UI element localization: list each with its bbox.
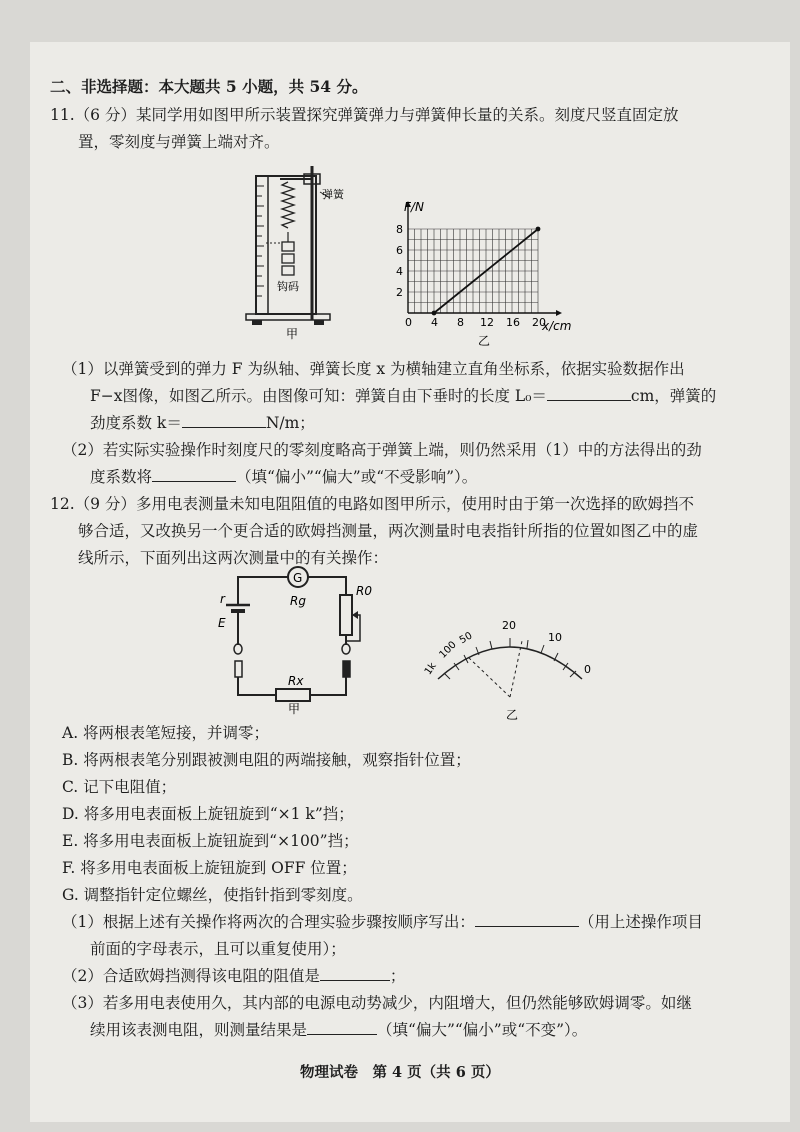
- r0-label: R0: [356, 584, 372, 598]
- series-point: [536, 227, 541, 232]
- f-x-graph: [378, 195, 590, 348]
- x-tick-label: 0: [405, 316, 412, 329]
- y-tick-label: 8: [396, 223, 403, 236]
- x-tick-label: 4: [431, 316, 438, 329]
- pointer-reading-2: [510, 641, 522, 697]
- weight-3: [282, 266, 294, 275]
- galvanometer-label: G: [293, 571, 303, 585]
- answer-blank-resistance[interactable]: [320, 966, 390, 981]
- ruler-scale: [256, 176, 268, 314]
- rheostat-r0: [340, 595, 352, 635]
- x-tick-label: 12: [480, 316, 494, 329]
- rg-label: Rg: [290, 594, 306, 608]
- x-tick-label: 20: [532, 316, 546, 329]
- ruler-frame: [256, 176, 316, 314]
- terminal-left: [234, 644, 242, 654]
- wire-top-left: [238, 577, 288, 595]
- x-axis-arrow: [556, 310, 562, 316]
- probe-left[interactable]: [235, 661, 242, 677]
- probe-right[interactable]: [343, 661, 350, 677]
- dial-label-1k: 1k: [422, 660, 439, 678]
- option-a: A. 将两根表笔短接，并调零；: [62, 724, 270, 742]
- y-tick-label: 6: [396, 244, 403, 257]
- y-axis-label: F/N: [404, 200, 424, 214]
- option-f: F. 将多用电表面板上旋钮旋到 OFF 位置；: [62, 859, 357, 877]
- q11-part1-line3: 劲度系数 k＝ N/m；: [90, 414, 315, 432]
- y-tick-label: 2: [396, 286, 403, 299]
- q12-stem-line2: 够合适，又改换另一个更合适的欧姆挡测量，两次测量时电表指针所指的位置如图乙中的虚: [78, 522, 699, 540]
- section-heading: 二、非选择题：本大题共 5 小题，共 54 分。: [50, 77, 368, 96]
- graph-grid: [408, 229, 538, 313]
- series-point: [432, 311, 437, 316]
- page-footer: 物理试卷 第 4 页（共 6 页）: [300, 1064, 500, 1081]
- resistor-rx: [276, 689, 310, 701]
- rx-label: Rx: [288, 674, 304, 688]
- q11-stem-line1: 11.（6 分）某同学用如图甲所示装置探究弹簧弹力与弹簧伸长量的关系。刻度尺竖直固定放: [50, 106, 679, 124]
- spring: [282, 182, 294, 228]
- weight-label: 钩码: [277, 280, 299, 293]
- q11-part2-line1: （2）若实际实验操作时刻度尺的零刻度略高于弹簧上端，则仍然采用（1）中的方法得出的劲: [62, 441, 702, 459]
- dial-label-50: 50: [457, 630, 475, 647]
- q11-part1-line2: F−x图像，如图乙所示。由图像可知：弹簧自由下垂时的长度 L₀＝ cm，弹簧的: [90, 387, 717, 405]
- option-d: D. 将多用电表面板上旋钮旋到“×1 k”挡；: [62, 805, 354, 823]
- weight-1: [282, 242, 294, 251]
- q12-part1-line1: （1）根据上述有关操作将两次的合理实验步骤按顺序写出： （用上述操作项目: [62, 913, 703, 931]
- dial-arc: [438, 647, 582, 679]
- spring-label: 弹簧: [322, 188, 344, 201]
- dial-label-20: 20: [502, 619, 516, 632]
- circuit-figure: [210, 565, 370, 715]
- q12-part3-line2: 续用该表测电阻，则测量结果是 （填“偏大”“偏小”或“不变”）。: [90, 1021, 588, 1039]
- e-label: E: [218, 616, 226, 630]
- terminal-right: [342, 644, 350, 654]
- option-g: G. 调整指针定位螺丝，使指针指到零刻度。: [62, 886, 363, 904]
- answer-blank-steps[interactable]: [475, 912, 579, 927]
- x-tick-label: 16: [506, 316, 520, 329]
- answer-blank-result[interactable]: [307, 1020, 377, 1035]
- q12-part3-line1: （3）若多用电表使用久，其内部的电源电动势减少，内阻增大，但仍然能够欧姆调零。如继: [62, 994, 692, 1012]
- q11-part2-line2: 度系数将 （填“偏小”“偏大”或“不受影响”）。: [90, 468, 478, 486]
- answer-blank-k[interactable]: [182, 413, 266, 428]
- figure-yi-caption: 乙: [478, 334, 491, 348]
- figure-jia-caption: 甲: [286, 327, 299, 341]
- option-b: B. 将两根表笔分别跟被测电阻的两端接触，观察指针位置；: [62, 751, 471, 769]
- q11-part1-line1: （1）以弹簧受到的弹力 F 为纵轴、弹簧长度 x 为横轴建立直角坐标系，依据实验数据作出: [62, 360, 685, 378]
- x-axis-label: x/cm: [542, 319, 572, 333]
- option-e: E. 将多用电表面板上旋钮旋到“×100”挡；: [62, 832, 359, 850]
- dial-label-10: 10: [548, 631, 562, 644]
- q11-stem-line2: 置，零刻度与弹簧上端对齐。: [78, 133, 280, 151]
- circuit-caption: 甲: [288, 702, 301, 716]
- q12-stem-line1: 12.（9 分）多用电表测量未知电阻阻值的电路如图甲所示，使用时由于第一次选择的欧姆挡不: [50, 495, 694, 513]
- wire-top-right: [308, 577, 346, 595]
- option-c: C. 记下电阻值；: [62, 778, 177, 796]
- q12-part1-line2: 前面的字母表示，且可以重复使用）；: [90, 940, 346, 958]
- dial-label-100: 100: [437, 639, 459, 661]
- ruler-ticks: [256, 186, 264, 296]
- dial-label-0: 0: [584, 663, 591, 676]
- x-tick-label: 8: [457, 316, 464, 329]
- weight-2: [282, 254, 294, 263]
- pointer-reading-1: [468, 657, 510, 697]
- dial-caption: 乙: [506, 708, 519, 722]
- graph-axes: [405, 201, 562, 316]
- answer-blank-effect[interactable]: [152, 467, 236, 482]
- ohmmeter-dial-figure: [410, 615, 610, 725]
- spring-apparatus-figure: [240, 160, 360, 340]
- q12-part2: （2）合适欧姆挡测得该电阻的阻值是 ；: [62, 967, 406, 985]
- y-tick-label: 4: [396, 265, 403, 278]
- r-label: r: [220, 592, 225, 606]
- q12-stem-line3: 线所示，下面列出这两次测量中的有关操作：: [78, 549, 389, 567]
- answer-blank-l0[interactable]: [547, 386, 631, 401]
